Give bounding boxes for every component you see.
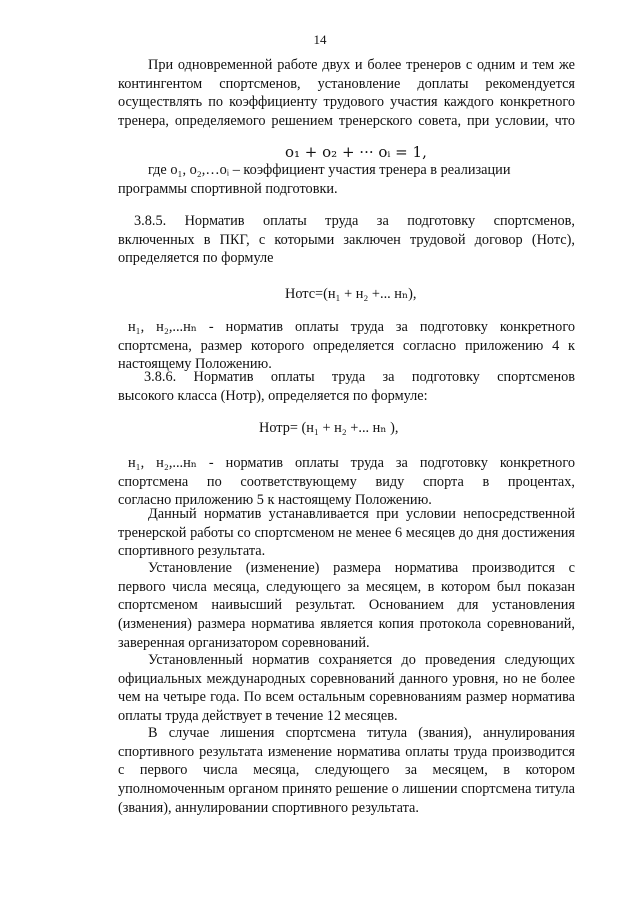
text-line: В случае лишения спортсмена титула (звания), аннулирования bbox=[148, 725, 575, 741]
text-line: согласно приложению 5 к настоящему Положению. bbox=[118, 492, 432, 509]
text-line: спортсмена по соответствующему виду спорта в процентах, bbox=[118, 473, 575, 490]
text-line: н₁, н₂,...нₙ - норматив оплаты труда за подготовку конкретного bbox=[128, 319, 575, 335]
text-line: осуществлять по коэффициенту трудового участия каждого конкретного bbox=[118, 94, 575, 111]
text-line: чем на четыре года. По всем остальным соревнованиям размер норматива bbox=[118, 689, 575, 706]
formula-explanation-notr bbox=[118, 454, 575, 510]
text-line: Данный норматив устанавливается при условии непосредственной bbox=[148, 506, 575, 522]
paragraph-concurrent-trainers bbox=[118, 56, 575, 131]
text-line: тренерской работы со спортсменом не менее 6 месяцев до дня достижения bbox=[118, 524, 575, 541]
text-line: При одновременной работе двух и более тренеров с одним и тем же bbox=[148, 57, 575, 73]
formula-explanation-coefficients bbox=[118, 161, 575, 198]
text-line: высокого класса (Нотр), определяется по формуле: bbox=[118, 387, 428, 404]
text-line: спортивного результата изменение норматива оплаты труда производится bbox=[118, 743, 575, 760]
paragraph-3-8-5 bbox=[118, 212, 575, 268]
paragraph-title-revocation bbox=[118, 724, 575, 817]
text-line: заверенная организатором соревнований. bbox=[118, 634, 370, 651]
text-line: н₁, н₂,...нₙ - норматив оплаты труда за подготовку конкретного bbox=[128, 455, 575, 471]
text-line: (звания), аннулировании спортивного результата. bbox=[118, 799, 419, 816]
text-line: 3.8.5. Норматив оплаты труда за подготовку спортсменов, bbox=[134, 213, 575, 229]
paragraph-norm-retention bbox=[118, 651, 575, 726]
formula-explanation-notc bbox=[118, 318, 575, 374]
text-line: программы спортивной подготовки. bbox=[118, 180, 338, 197]
text-line: Установление (изменение) размера норматива производится с bbox=[148, 560, 575, 576]
text-line: с первого числа месяца, следующего за месяцем, в котором bbox=[118, 762, 575, 779]
text-line: первого числа месяца, следующего за месяцем, в котором был показан bbox=[118, 578, 575, 595]
text-line: официальных международных соревнований данного уровня, но не более bbox=[118, 670, 575, 687]
paragraph-3-8-6 bbox=[118, 368, 575, 405]
text-line: уполномоченным органом принято решение о лишении спортсмена титула bbox=[118, 781, 575, 798]
text-line: включенных в ПКГ, с которыми заключен трудовой договор (Нотс), bbox=[118, 231, 575, 248]
text-line: (изменения) размера норматива является копия протокола соревнований, bbox=[118, 616, 575, 633]
text-line: определяется по формуле bbox=[118, 250, 274, 267]
text-line: контингентом спортсменов, установление доплаты рекомендуется bbox=[118, 75, 575, 92]
text-line: 3.8.6. Норматив оплаты труда за подготовку спортсменов bbox=[144, 369, 575, 385]
page-number: 14 bbox=[313, 32, 327, 47]
formula-notc: Нотс=(н₁ + н₂ +... нₙ), bbox=[285, 286, 417, 302]
paragraph-norm-condition bbox=[118, 505, 575, 561]
text-line: спортивного результата. bbox=[118, 543, 266, 560]
text-line: спортсменом наивысший результат. Основанием для установления bbox=[118, 597, 575, 614]
text-line: настоящему Положению. bbox=[118, 356, 272, 373]
formula-participation-sum: o₁ + o₂ + ··· oᵢ = 1, bbox=[285, 143, 427, 161]
text-line: где o₁, o₂,…oᵢ – коэффициент участия тренера в реализации bbox=[148, 162, 511, 178]
paragraph-norm-change bbox=[118, 559, 575, 652]
text-line: тренера, определяемого решением тренерского совета, при условии, что bbox=[118, 113, 575, 130]
text-line: Установленный норматив сохраняется до проведения следующих bbox=[148, 652, 575, 668]
text-line: спортсмена, размер которого определяется согласно приложению 4 к bbox=[118, 337, 575, 354]
text-line: оплаты труда действует в течение 12 месяцев. bbox=[118, 708, 398, 725]
formula-notr: Нотр= (н₁ + н₂ +... нₙ ), bbox=[259, 420, 399, 436]
